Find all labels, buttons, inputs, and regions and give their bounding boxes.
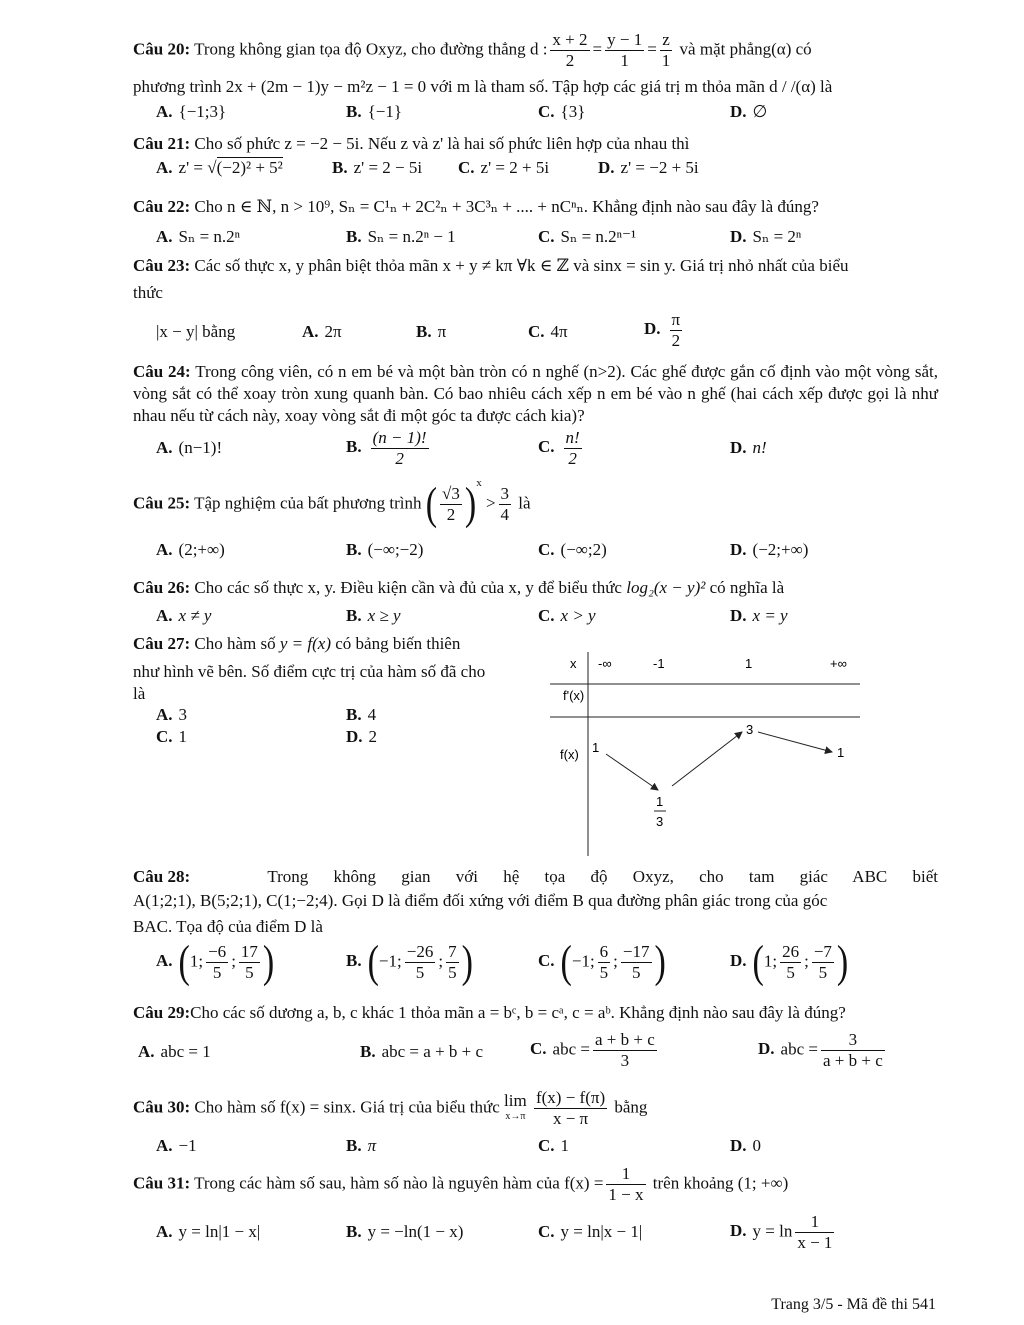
paren-left: ( [178,936,190,987]
question-23 [133,255,938,277]
denominator: 5 [786,963,795,982]
option-label: B. [346,437,362,457]
option-text: (2;+∞) [178,540,225,559]
question-text: Trong các hàm số sau, hàm số nào là nguyên hàm của f(x) = [194,1173,604,1193]
numerator: 1 [795,1212,834,1233]
paren-left: ( [560,936,572,987]
question-label: Câu 20: [133,39,191,59]
option-b[interactable] [346,705,376,725]
question-text: có nghĩa là [709,578,785,597]
question-label: Câu 30: [133,1097,191,1117]
option-c[interactable] [538,428,585,469]
option-c[interactable] [156,727,187,747]
option-text: π [367,1136,377,1155]
option-text: y = ln|1 − x| [178,1222,261,1241]
option-text: y = −ln(1 − x) [367,1222,464,1241]
option-b[interactable] [346,227,456,247]
x-val-pos-inf: +∞ [830,656,847,671]
option-c[interactable]: C. (−1; $\frac{6}{5}$ ; $\frac{-17}{5}$ ) [538,936,666,987]
option-a[interactable] [156,438,222,458]
numerator: 3 [500,484,510,503]
f-min-den: 3 [656,814,664,829]
denominator: 5 [245,963,254,982]
x-val-neg-inf: -∞ [598,656,612,671]
f-label: f(x) [560,747,579,762]
fraction [821,1030,885,1071]
option-b[interactable] [416,322,446,342]
option-text: y = ln [752,1221,793,1241]
option-label: B. [346,1222,362,1241]
coord-a: 1; [189,951,204,971]
option-text: ∅ [752,102,768,121]
denominator: 3 [620,1051,630,1070]
question-label: Câu 29: [133,1003,191,1022]
paren-right: ) [262,936,275,987]
numerator: 6 [599,942,609,961]
denominator: 2 [671,331,681,350]
fraction [593,1030,657,1071]
coord-a: −1; [571,951,595,971]
denominator: 1 [620,51,629,70]
option-label: A. [156,227,173,246]
numerator: −7 [813,942,832,961]
option-text: Sₙ = n.2ⁿ⁻¹ [560,227,637,246]
numerator: a + b + c [594,1030,655,1049]
option-text: y = ln|x − 1| [560,1222,643,1241]
option-b[interactable] [332,158,422,178]
numerator: z [660,30,673,51]
question-text: có bảng biến thiên [335,634,461,653]
option-label: B. [346,1136,362,1155]
question-text: và mặt phẳng(α) có [679,39,812,59]
expression: log₂(x − y)² [626,578,706,597]
question-text: Các số thực x, y phân biệt thỏa mãn x + y ≠ kπ ∀k ∈ ℤ và sinx = sin y. Giá trị nhỏ nhất của biểu [194,256,849,275]
option-text: Sₙ = n.2ⁿ − 1 [367,227,456,246]
fraction [405,942,436,983]
option-label: D. [730,1221,747,1241]
option-c[interactable] [538,540,607,560]
option-b[interactable] [346,540,423,560]
exponent: x [476,476,482,489]
options-q21 [156,158,936,192]
option-text: 1 [178,727,188,746]
option-text: abc = a + b + c [381,1042,484,1061]
fraction [371,428,429,469]
option-a[interactable] [156,227,240,247]
question-text-line: là [133,684,146,703]
fraction [598,942,611,983]
denominator: 2 [446,505,456,524]
option-text: 4 [367,705,377,724]
numerator: −17 [622,942,650,961]
paren-right: ) [461,936,473,987]
option-label: A. [156,606,173,625]
question-text-line: như hình vẽ bên. Số điểm cực trị của hàm số đã cho [133,662,486,681]
question-29 [133,1002,938,1024]
variation-table [550,650,870,860]
option-text: 1 [560,1136,570,1155]
option-d[interactable]: D. (1; $\frac{26}{5}$ ; $\frac{-7}{5}$ ) [730,936,849,987]
options-q27-row2 [156,727,456,761]
fraction [812,942,834,983]
question-25: Câu 25: Tập nghiệm của bất phương trình ( $\frac{√3}{2}$ )$^x$ > $\frac{3}{4}$ là [133,476,531,529]
paren-right: ) [654,936,666,987]
option-d[interactable] [730,1212,837,1253]
option-label: C. [538,951,555,971]
options-q28 [156,936,936,987]
question-label: Câu 27: [133,634,191,653]
option-label: C. [538,1136,555,1155]
option-label: C. [538,606,555,625]
question-26 [133,577,938,599]
fraction [446,942,459,983]
fraction [605,30,644,71]
option-d[interactable] [730,540,808,560]
limit-op: lim [504,1090,527,1110]
option-label: A. [138,1042,155,1061]
option-text: x ≠ y [178,606,212,625]
option-text: {−1;3} [178,102,227,121]
option-label: B. [346,951,362,971]
denominator: 5 [818,963,828,982]
denominator: 2 [568,449,577,468]
option-text: (−∞;2) [560,540,607,559]
numerator: x + 2 [552,30,588,49]
fraction [780,942,801,983]
denominator: 1 − x [608,1185,644,1204]
denominator: 5 [415,963,425,982]
x-val-1: 1 [745,656,753,671]
option-b[interactable] [360,1042,483,1062]
denominator: 2 [565,51,575,70]
fraction [795,1212,834,1253]
option-text: Sₙ = n.2ⁿ [178,227,241,246]
question-24 [133,361,938,427]
option-a[interactable] [156,540,225,560]
option-label: B. [416,322,432,341]
option-label: B. [346,705,362,724]
numerator: y − 1 [607,30,643,49]
option-b[interactable] [346,102,402,122]
option-a[interactable]: A. z' = √(−2)² + 5² [156,158,283,177]
question-text: trên khoảng (1; +∞) [652,1173,789,1193]
option-text: 2π [324,322,342,341]
option-label: C. [528,322,545,341]
option-a[interactable]: A. (1; $\frac{-6}{5}$ ; $\frac{17}{5}$ ) [156,936,275,987]
option-label: B. [360,1042,376,1061]
option-label: D. [730,438,747,457]
denominator: x − π [552,1109,589,1128]
f-value-left: 1 [592,740,600,755]
question-text: Cho n ∈ ℕ, n > 10⁹, Sₙ = C¹ₙ + 2C²ₙ + 3C³ₙ + .... + nCⁿₙ. Khẳng định nào sau đây là đúng? [194,197,819,216]
question-label: Câu 21: [133,134,191,153]
line-name: d : [529,39,548,59]
question-text: Cho số phức z = −2 − 5i. Nếu z và z' là hai số phức liên hợp của nhau thì [194,134,690,153]
option-label: A. [156,102,173,121]
option-text: abc = 1 [160,1042,211,1061]
x-label: x [570,656,577,671]
numerator: n! [565,428,580,447]
question-label: Câu 26: [133,578,191,597]
question-label: Câu 31: [133,1173,191,1193]
paren-right: ) [836,936,849,987]
fraction [550,30,589,71]
denominator: x − 1 [797,1233,833,1252]
option-label: D. [730,540,747,559]
option-d[interactable] [346,727,377,747]
x-val-minus-1: -1 [653,656,665,671]
paren-left: ( [425,478,438,529]
numerator: 3 [821,1030,885,1051]
option-label: B. [346,540,362,559]
question-28 [133,866,938,888]
option-label: D. [644,319,661,339]
option-text: {−1} [367,102,403,121]
option-d[interactable] [730,227,801,247]
fraction [564,428,582,469]
option-label: D. [758,1039,775,1059]
option-text: x > y [560,606,596,625]
options-q23 [156,310,936,352]
options-q29 [138,1030,918,1070]
denominator: 1 [661,51,671,70]
question-text: Cho hàm số [194,634,276,653]
option-label: D. [730,102,747,121]
option-text: (n−1)! [178,438,223,457]
question-label: Câu 28: [133,867,191,886]
fraction [206,942,228,983]
options-q25 [156,540,936,574]
option-b[interactable] [346,1222,463,1242]
option-text: 4π [550,322,568,341]
option-label: D. [346,727,363,746]
option-text: abc = [552,1039,590,1059]
arrow-down [758,732,832,752]
numerator: f(x) − f(π) [535,1088,606,1107]
option-label: D. [598,158,615,177]
option-label: C. [530,1039,547,1059]
question-22 [133,196,938,218]
option-label: C. [458,158,475,177]
numerator: 17 [240,942,258,961]
question-text: Cho hàm số f(x) = sinx. Giá trị của biểu thức [194,1097,500,1117]
denominator: 5 [448,963,457,982]
option-text: z' = 2 + 5i [480,158,550,177]
question-20: Câu 20: Trong không gian tọa độ Oxyz, cho đường thẳng d : $\frac{x + 2}{2}$ = $\frac{y - 1}{1}$ = $\frac{z}{1}$ và mặt phẳng(α) có [133,30,812,70]
numerator: π [671,310,681,329]
option-a[interactable] [156,102,226,122]
option-text: −1 [178,1136,197,1155]
option-d[interactable] [598,158,699,178]
numerator: −26 [406,942,434,961]
option-text: abc = [780,1039,818,1059]
option-d[interactable] [730,606,788,626]
question-text-line: thức [133,283,163,302]
option-b[interactable] [346,1136,376,1156]
question-label: Câu 25: [133,493,191,513]
option-text: x = y [752,606,788,625]
option-text: 2 [368,727,378,746]
expression: |x − y| bằng [156,322,236,341]
coord-a: −1; [378,951,402,971]
question-text-line: phương trình 2x + (2m − 1)y − m²z − 1 = 0 với m là tham số. Tập hợp các giá trị m thỏa mãn d / /(α) là [133,77,833,96]
option-label: C. [538,540,555,559]
options-q31 [156,1212,936,1252]
option-text: (−2;+∞) [752,540,809,559]
question-label: Câu 24: [133,362,191,381]
option-c[interactable] [530,1030,660,1071]
denominator: 4 [500,505,510,524]
option-text: z' = 2 − 5i [353,158,423,177]
fraction [534,1088,607,1129]
option-text: π [437,322,447,341]
limit [504,1090,527,1125]
limit-sub: x→π [505,1110,526,1122]
option-b[interactable] [346,606,401,626]
denominator: 5 [212,963,222,982]
option-label: C. [538,437,555,457]
option-b[interactable] [346,428,432,469]
question-text: Trong công viên, có n em bé và một bàn tròn có n nghế (n>2). Các ghế được gắn cố định vào một vòng sắt, vòng sắt có thể xoay tròn xung quanh bàn. Có bao nhiêu cách xếp n em bé vào n ghế (hai cách xếp được gọi là như nhau nếu từ cách này, xoay vòng sắt đi một góc ta được cách kia)? [133,362,938,425]
options-q20 [156,102,936,136]
option-c[interactable] [528,322,568,342]
denominator: 5 [599,963,609,982]
denominator: a + b + c [822,1051,883,1070]
denominator: 2 [395,449,404,468]
option-c[interactable] [538,227,636,247]
fraction [239,942,260,983]
question-text: bằng [614,1097,648,1117]
option-label: A. [156,158,173,177]
question-27 [133,633,533,655]
option-label: C. [538,102,555,121]
question-text-line: A(1;2;1), B(5;2;1), C(1;−2;4). Gọi D là điểm đối xứng với điểm B qua đường phân giác trong của góc [133,891,828,910]
option-text: z' = −2 + 5i [620,158,699,177]
option-a[interactable] [156,1222,260,1242]
question-label: Câu 23: [133,256,191,275]
question-31 [133,1164,938,1205]
option-c[interactable] [538,1222,642,1242]
f-min-num: 1 [656,794,664,809]
option-c[interactable] [538,102,585,122]
option-d[interactable] [730,438,767,458]
option-label: A. [156,540,173,559]
numerator: 7 [448,942,457,961]
option-a[interactable] [156,1136,197,1156]
option-d[interactable] [730,1136,761,1156]
fraction [499,484,512,525]
option-label: B. [346,227,362,246]
option-a[interactable] [156,705,187,725]
coord-a: 1; [763,951,778,971]
fraction [440,484,462,525]
arrow-up [672,732,742,786]
numerator: 1 [606,1164,645,1185]
question-text: Cho các số dương a, b, c khác 1 thỏa mãn a = bᶜ, b = cᵃ, c = aᵇ. Khẳng định nào sau đây là đúng? [190,1003,846,1022]
option-label: D. [730,1136,747,1155]
option-d[interactable] [730,102,767,122]
expression: y = f(x) [279,634,331,653]
question-30 [133,1088,938,1129]
numerator: 26 [782,942,800,961]
paren-left: ( [367,936,379,987]
options-q24 [156,428,936,468]
option-label: C. [538,1222,555,1241]
question-text: là [518,493,531,513]
option-a[interactable] [138,1042,211,1062]
option-text: Sₙ = 2ⁿ [752,227,802,246]
question-text: Trong không gian với hệ tọa độ Oxyz, cho tam giác ABC biết [267,867,938,886]
question-label: Câu 22: [133,197,191,216]
f-value-right: 1 [837,745,845,760]
question-text-line: BAC. Tọa độ của điểm D là [133,917,323,936]
question-21 [133,133,938,155]
question-text: Tập nghiệm của bất phương trình [194,493,422,513]
option-a[interactable] [302,322,342,342]
option-label: B. [346,102,362,121]
option-text: 3 [178,705,188,724]
numerator: √3 [442,484,460,503]
fraction [606,1164,645,1205]
option-d[interactable] [644,310,685,351]
denominator: 5 [631,963,641,982]
option-text: x ≥ y [367,606,401,625]
option-c[interactable] [458,158,549,178]
fprime-label: f'(x) [563,688,585,703]
radicand: (−2)² + 5² [216,158,283,177]
option-label: B. [346,606,362,625]
option-c[interactable] [538,1136,569,1156]
option-label: C. [156,727,173,746]
fraction [670,310,683,351]
option-a[interactable] [156,606,211,626]
option-c[interactable] [538,606,596,626]
option-text: {3} [560,102,586,121]
question-text: Trong không gian tọa độ Oxyz, cho đường thẳng [194,39,526,59]
fraction [660,30,673,71]
option-label: A. [156,1222,173,1241]
option-label: B. [332,158,348,177]
option-label: D. [730,951,747,971]
option-text: n! [752,438,767,457]
option-label: A. [156,951,173,971]
fraction [621,942,652,983]
f-max: 3 [746,722,754,737]
option-text: 0 [752,1136,762,1155]
option-d[interactable] [758,1030,888,1071]
option-text: z' = [178,158,208,177]
paren-left: ( [752,936,764,987]
option-label: C. [538,227,555,246]
page-footer: Trang 3/5 - Mã đề thi 541 [771,1296,936,1313]
option-label: D. [730,227,747,246]
option-b[interactable]: B. (−1; $\frac{-26}{5}$ ; $\frac{7}{5}$ ) [346,936,473,987]
option-text: (−∞;−2) [367,540,424,559]
option-label: A. [156,705,173,724]
option-label: A. [156,1136,173,1155]
paren-right: ) [464,478,477,529]
numerator: (n − 1)! [372,428,427,447]
option-label: D. [730,606,747,625]
question-text: Cho các số thực x, y. Điều kiện cần và đủ của x, y để biểu thức [194,578,622,597]
numerator: −6 [208,942,227,961]
arrow-down [606,754,658,790]
option-label: A. [156,438,173,457]
option-label: A. [302,322,319,341]
